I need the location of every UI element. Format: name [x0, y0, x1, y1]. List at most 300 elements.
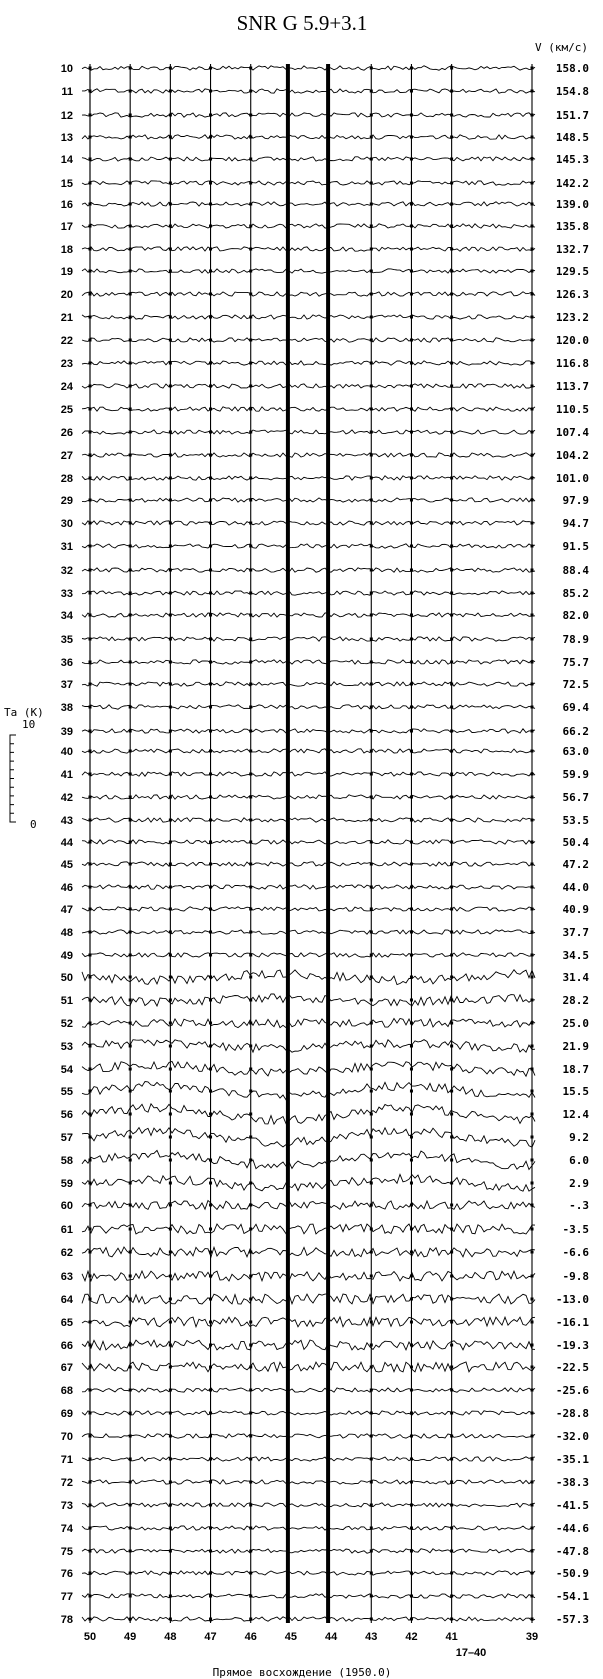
grid-crossing-marker — [249, 1550, 252, 1553]
scale-bottom-label: 0 — [30, 818, 37, 831]
grid-crossing-marker — [249, 730, 252, 733]
spectrum-trace — [82, 1082, 535, 1100]
grid-crossing-marker — [209, 841, 212, 844]
grid-crossing-marker — [370, 730, 373, 733]
velocity-label: 63.0 — [562, 745, 589, 758]
grid-crossing-marker — [410, 1389, 413, 1392]
grid-crossing-marker — [169, 908, 172, 911]
grid-crossing-marker — [531, 1572, 534, 1575]
channel-label: 34 — [60, 610, 73, 622]
x-axis-label: Прямое восхождение (1950.0) — [212, 1666, 392, 1679]
grid-crossing-marker — [410, 136, 413, 139]
grid-crossing-marker — [370, 683, 373, 686]
grid-crossing-marker — [129, 1275, 132, 1278]
spectral-traces — [82, 66, 535, 1621]
scale-top-label: 10 — [22, 718, 36, 731]
grid-crossing-marker — [209, 203, 212, 206]
grid-crossing-marker — [129, 1159, 132, 1162]
grid-crossing-marker — [450, 1595, 453, 1598]
grid-crossing-marker — [209, 1022, 212, 1025]
channel-label: 75 — [60, 1546, 73, 1558]
grid-crossing-marker — [129, 796, 132, 799]
grid-crossing-marker — [129, 408, 132, 411]
grid-crossing-marker — [89, 1321, 92, 1324]
grid-crossing-marker — [129, 1458, 132, 1461]
grid-crossing-marker — [370, 1182, 373, 1185]
channel-label: 68 — [60, 1385, 73, 1397]
grid-crossing-marker — [370, 225, 373, 228]
grid-crossing-marker — [129, 316, 132, 319]
channel-labels — [61, 63, 74, 1626]
spectrum-trace — [82, 1150, 535, 1169]
grid-crossing-marker — [410, 270, 413, 273]
spectrum-trace — [82, 1411, 535, 1415]
grid-crossing-marker — [129, 270, 132, 273]
channel-label: 51 — [60, 995, 73, 1007]
grid-crossing-marker — [249, 1182, 252, 1185]
grid-crossing-marker — [89, 339, 92, 342]
grid-crossing-marker — [410, 339, 413, 342]
grid-crossing-marker — [209, 1321, 212, 1324]
grid-crossing-marker — [129, 90, 132, 93]
grid-crossing-marker — [129, 638, 132, 641]
grid-crossing-marker — [450, 592, 453, 595]
grid-crossing-marker — [209, 1435, 212, 1438]
grid-crossing-marker — [450, 1204, 453, 1207]
spectrum-trace — [82, 1503, 535, 1507]
grid-crossing-marker — [531, 1182, 534, 1185]
grid-crossing-marker — [89, 976, 92, 979]
grid-crossing-marker — [129, 114, 132, 117]
grid-crossing-marker — [410, 1182, 413, 1185]
grid-crossing-marker — [531, 1204, 534, 1207]
grid-crossing-marker — [129, 431, 132, 434]
grid-crossing-marker — [129, 1204, 132, 1207]
grid-crossing-marker — [249, 1504, 252, 1507]
grid-crossing-marker — [169, 750, 172, 753]
grid-crossing-marker — [129, 1504, 132, 1507]
grid-crossing-marker — [89, 90, 92, 93]
grid-crossing-marker — [450, 1366, 453, 1369]
grid-crossing-marker — [89, 1344, 92, 1347]
velocity-label: -22.5 — [555, 1361, 589, 1374]
grid-crossing-marker — [450, 1090, 453, 1093]
grid-crossing-marker — [249, 1022, 252, 1025]
grid-crossing-marker — [450, 614, 453, 617]
grid-crossing-marker — [129, 931, 132, 934]
grid-crossing-marker — [410, 545, 413, 548]
grid-crossing-marker — [249, 477, 252, 480]
velocity-label: 132.7 — [555, 243, 589, 256]
velocity-label: 21.9 — [562, 1040, 589, 1053]
grid-crossing-marker — [370, 1298, 373, 1301]
spectrum-trace — [82, 498, 535, 502]
grid-crossing-marker — [531, 1113, 534, 1116]
velocity-label: 9.2 — [569, 1131, 589, 1144]
grid-crossing-marker — [531, 1481, 534, 1484]
grid-crossing-marker — [249, 90, 252, 93]
grid-crossing-marker — [129, 1344, 132, 1347]
grid-crossing-marker — [169, 614, 172, 617]
grid-crossing-marker — [209, 90, 212, 93]
grid-crossing-marker — [531, 1504, 534, 1507]
channel-label: 39 — [60, 726, 73, 738]
grid-crossing-marker — [129, 1022, 132, 1025]
grid-crossing-marker — [209, 1412, 212, 1415]
grid-crossing-marker — [450, 1504, 453, 1507]
grid-crossing-marker — [450, 362, 453, 365]
spectrum-trace — [82, 1294, 535, 1304]
grid-crossing-marker — [169, 1090, 172, 1093]
grid-crossing-marker — [169, 1344, 172, 1347]
grid-crossing-marker — [89, 1618, 92, 1621]
spectrum-trace — [82, 1128, 535, 1148]
grid-crossing-marker — [410, 750, 413, 753]
grid-crossing-marker — [370, 999, 373, 1002]
grid-crossing-marker — [209, 1251, 212, 1254]
velocity-label: 135.8 — [555, 220, 589, 233]
velocity-label: 37.7 — [562, 926, 589, 939]
grid-crossing-marker — [249, 522, 252, 525]
grid-crossing-marker — [169, 954, 172, 957]
grid-crossing-marker — [169, 1389, 172, 1392]
grid-crossing-marker — [410, 1022, 413, 1025]
grid-crossing-marker — [531, 316, 534, 319]
grid-crossing-marker — [370, 819, 373, 822]
grid-crossing-marker — [129, 499, 132, 502]
grid-crossing-marker — [89, 592, 92, 595]
grid-crossing-marker — [531, 683, 534, 686]
chart-title: SNR G 5.9+3.1 — [236, 11, 368, 35]
spectrum-trace — [82, 66, 535, 70]
grid-crossing-marker — [169, 1572, 172, 1575]
grid-crossing-marker — [249, 931, 252, 934]
grid-crossing-marker — [410, 1435, 413, 1438]
grid-crossing-marker — [249, 67, 252, 70]
grid-crossing-marker — [129, 1366, 132, 1369]
spectrum-trace — [82, 1271, 535, 1281]
grid-crossing-marker — [249, 1527, 252, 1530]
channel-label: 77 — [60, 1591, 73, 1603]
grid-crossing-marker — [209, 730, 212, 733]
grid-crossing-marker — [89, 908, 92, 911]
channel-label: 42 — [60, 792, 73, 804]
grid-crossing-marker — [370, 1504, 373, 1507]
grid-crossing-marker — [89, 1298, 92, 1301]
velocity-label: -35.1 — [555, 1453, 589, 1466]
grid-crossing-marker — [410, 1068, 413, 1071]
grid-crossing-marker — [129, 1136, 132, 1139]
spectrum-trace — [82, 1247, 535, 1257]
grid-crossing-marker — [169, 730, 172, 733]
grid-crossing-marker — [531, 136, 534, 139]
grid-crossing-marker — [410, 1595, 413, 1598]
grid-crossing-marker — [450, 706, 453, 709]
grid-crossing-marker — [169, 1412, 172, 1415]
grid-crossing-marker — [249, 1366, 252, 1369]
velocity-label: -3.5 — [562, 1223, 589, 1236]
grid-crossing-marker — [169, 1204, 172, 1207]
channel-label: 73 — [60, 1500, 73, 1512]
grid-crossing-marker — [89, 1572, 92, 1575]
grid-crossing-marker — [249, 114, 252, 117]
grid-crossing-marker — [249, 545, 252, 548]
grid-crossing-marker — [89, 1159, 92, 1162]
grid-crossing-marker — [209, 886, 212, 889]
grid-crossing-marker — [209, 976, 212, 979]
grid-crossing-marker — [169, 1182, 172, 1185]
grid-crossing-marker — [450, 248, 453, 251]
grid-crossing-marker — [209, 750, 212, 753]
grid-crossing-marker — [169, 706, 172, 709]
grid-crossing-marker — [410, 592, 413, 595]
velocity-label: 104.2 — [555, 449, 589, 462]
grid-crossing-marker — [370, 1458, 373, 1461]
spectrum-trace — [82, 568, 535, 572]
grid-crossing-marker — [531, 1022, 534, 1025]
spectrum-trace — [82, 1362, 535, 1372]
grid-crossing-marker — [531, 796, 534, 799]
grid-crossing-marker — [89, 385, 92, 388]
channel-label: 14 — [60, 154, 73, 166]
grid-crossing-marker — [209, 1618, 212, 1621]
grid-crossing-marker — [450, 136, 453, 139]
grid-crossing-marker — [249, 316, 252, 319]
grid-crossing-marker — [410, 614, 413, 617]
grid-crossing-marker — [129, 248, 132, 251]
grid-crossing-marker — [450, 1068, 453, 1071]
channel-label: 21 — [60, 312, 73, 324]
velocity-label: 110.5 — [555, 403, 589, 416]
grid-crossing-marker — [410, 522, 413, 525]
ra-extra-tick: 17–40 — [455, 1647, 487, 1659]
grid-crossing-marker — [209, 592, 212, 595]
grid-crossing-marker — [370, 1618, 373, 1621]
grid-crossing-marker — [531, 841, 534, 844]
velocity-label: -50.9 — [555, 1567, 589, 1580]
grid-crossing-marker — [129, 522, 132, 525]
grid-crossing-marker — [89, 999, 92, 1002]
grid-crossing-marker — [450, 158, 453, 161]
grid-crossing-marker — [531, 863, 534, 866]
spectrum-trace — [82, 202, 535, 206]
grid-crossing-marker — [370, 1550, 373, 1553]
grid-crossing-marker — [129, 339, 132, 342]
spectrum-trace — [82, 772, 535, 776]
grid-crossing-marker — [410, 90, 413, 93]
grid-crossing-marker — [169, 1298, 172, 1301]
grid-crossing-marker — [169, 1618, 172, 1621]
grid-crossing-marker — [169, 270, 172, 273]
velocity-label: 53.5 — [562, 814, 589, 827]
spectrum-trace — [82, 840, 535, 844]
grid-crossing-marker — [531, 1458, 534, 1461]
channel-label: 26 — [60, 427, 73, 439]
grid-crossing-marker — [89, 1481, 92, 1484]
velocity-label: 56.7 — [562, 791, 589, 804]
grid-crossing-marker — [129, 1321, 132, 1324]
channel-label: 59 — [60, 1178, 73, 1190]
grid-crossing-marker — [249, 773, 252, 776]
grid-crossing-marker — [89, 158, 92, 161]
grid-crossing-marker — [450, 1251, 453, 1254]
grid-crossing-marker — [410, 1504, 413, 1507]
grid-crossing-marker — [370, 1389, 373, 1392]
grid-crossing-marker — [249, 886, 252, 889]
grid-crossing-marker — [209, 1595, 212, 1598]
grid-crossing-marker — [169, 293, 172, 296]
grid-crossing-marker — [531, 522, 534, 525]
grid-crossing-marker — [531, 1527, 534, 1530]
channel-label: 29 — [60, 495, 73, 507]
grid-crossing-marker — [531, 203, 534, 206]
spectrum-trace — [82, 637, 535, 641]
grid-crossing-marker — [450, 67, 453, 70]
grid-crossing-marker — [410, 706, 413, 709]
grid-crossing-marker — [410, 1366, 413, 1369]
grid-crossing-marker — [370, 1527, 373, 1530]
grid-crossing-marker — [450, 454, 453, 457]
grid-crossing-marker — [89, 1090, 92, 1093]
grid-crossing-marker — [209, 1344, 212, 1347]
grid-crossing-marker — [370, 316, 373, 319]
grid-crossing-marker — [169, 90, 172, 93]
grid-crossing-marker — [370, 114, 373, 117]
velocity-label: 12.4 — [562, 1108, 589, 1121]
grid-crossing-marker — [410, 1527, 413, 1530]
spectrum-trace — [82, 453, 535, 457]
grid-crossing-marker — [370, 1435, 373, 1438]
grid-crossing-marker — [410, 293, 413, 296]
spectrum-trace — [82, 862, 535, 866]
velocity-label: 18.7 — [562, 1063, 589, 1076]
grid-crossing-marker — [209, 362, 212, 365]
grid-crossing-marker — [531, 158, 534, 161]
grid-crossing-marker — [169, 1022, 172, 1025]
grid-crossing-marker — [89, 1068, 92, 1071]
grid-crossing-marker — [129, 773, 132, 776]
grid-crossing-marker — [209, 316, 212, 319]
grid-crossing-marker — [370, 136, 373, 139]
grid-crossing-marker — [209, 339, 212, 342]
grid-crossing-marker — [531, 477, 534, 480]
grid-crossing-marker — [531, 750, 534, 753]
grid-crossing-marker — [450, 954, 453, 957]
grid-crossing-marker — [249, 1321, 252, 1324]
spectrum-trace — [82, 818, 535, 822]
velocity-label: -25.6 — [555, 1384, 589, 1397]
grid-crossing-marker — [129, 1113, 132, 1116]
velocity-label: 66.2 — [562, 725, 589, 738]
velocity-label: -6.6 — [562, 1246, 589, 1259]
grid-crossing-marker — [169, 362, 172, 365]
grid-crossing-marker — [370, 841, 373, 844]
grid-crossing-marker — [450, 976, 453, 979]
spectrum-trace — [82, 247, 535, 251]
grid-crossing-marker — [89, 1136, 92, 1139]
grid-crossing-marker — [169, 1068, 172, 1071]
grid-crossing-marker — [249, 1068, 252, 1071]
grid-crossing-marker — [209, 67, 212, 70]
grid-crossing-marker — [531, 1251, 534, 1254]
grid-crossing-marker — [169, 67, 172, 70]
grid-crossing-marker — [410, 819, 413, 822]
grid-crossing-marker — [129, 182, 132, 185]
grid-crossing-marker — [450, 730, 453, 733]
grid-crossing-marker — [450, 1228, 453, 1231]
grid-crossing-marker — [249, 182, 252, 185]
channel-label: 47 — [60, 904, 73, 916]
grid-crossing-marker — [370, 1251, 373, 1254]
grid-crossing-marker — [249, 408, 252, 411]
grid-crossing-marker — [410, 1090, 413, 1093]
spectrum-trace — [82, 521, 535, 525]
grid-crossing-marker — [169, 931, 172, 934]
grid-crossing-marker — [370, 661, 373, 664]
grid-crossing-marker — [370, 182, 373, 185]
grid-crossing-marker — [410, 773, 413, 776]
grid-crossing-marker — [209, 1298, 212, 1301]
grid-crossing-marker — [531, 90, 534, 93]
grid-crossing-marker — [209, 158, 212, 161]
grid-crossing-marker — [249, 225, 252, 228]
ra-tick-labels — [84, 1631, 538, 1643]
grid-crossing-marker — [89, 614, 92, 617]
grid-crossing-marker — [450, 569, 453, 572]
velocity-label: 25.0 — [562, 1017, 589, 1030]
grid-crossing-marker — [129, 362, 132, 365]
ra-tick-label: 43 — [365, 1631, 378, 1643]
grid-crossing-marker — [410, 385, 413, 388]
grid-crossing-marker — [531, 1090, 534, 1093]
grid-crossing-marker — [169, 1366, 172, 1369]
grid-crossing-marker — [410, 67, 413, 70]
grid-crossing-marker — [169, 1251, 172, 1254]
velocity-label: -9.8 — [562, 1270, 589, 1283]
velocity-label: -.3 — [569, 1199, 589, 1212]
channel-label: 64 — [60, 1294, 73, 1306]
grid-crossing-marker — [370, 67, 373, 70]
grid-crossing-marker — [209, 773, 212, 776]
grid-crossing-marker — [169, 1504, 172, 1507]
channel-label: 22 — [60, 335, 73, 347]
grid-crossing-marker — [370, 1321, 373, 1324]
velocity-label: 50.4 — [562, 836, 589, 849]
grid-crossing-marker — [129, 706, 132, 709]
grid-crossing-marker — [169, 499, 172, 502]
spectrum-trace — [82, 181, 535, 185]
velocity-label: 40.9 — [562, 903, 589, 916]
grid-crossing-marker — [370, 454, 373, 457]
grid-crossing-marker — [249, 614, 252, 617]
grid-crossing-marker — [450, 1113, 453, 1116]
grid-crossing-marker — [450, 203, 453, 206]
grid-crossing-marker — [169, 316, 172, 319]
velocity-label: -28.8 — [555, 1407, 589, 1420]
grid-crossing-marker — [450, 819, 453, 822]
grid-crossing-marker — [531, 1595, 534, 1598]
grid-crossing-marker — [450, 886, 453, 889]
grid-crossing-marker — [89, 1458, 92, 1461]
grid-crossing-marker — [209, 1550, 212, 1553]
grid-crossing-marker — [410, 316, 413, 319]
grid-crossing-marker — [249, 158, 252, 161]
grid-crossing-marker — [129, 1228, 132, 1231]
spectrum-trace — [82, 315, 535, 319]
grid-crossing-marker — [169, 225, 172, 228]
grid-crossing-marker — [129, 1389, 132, 1392]
grid-crossing-marker — [169, 136, 172, 139]
